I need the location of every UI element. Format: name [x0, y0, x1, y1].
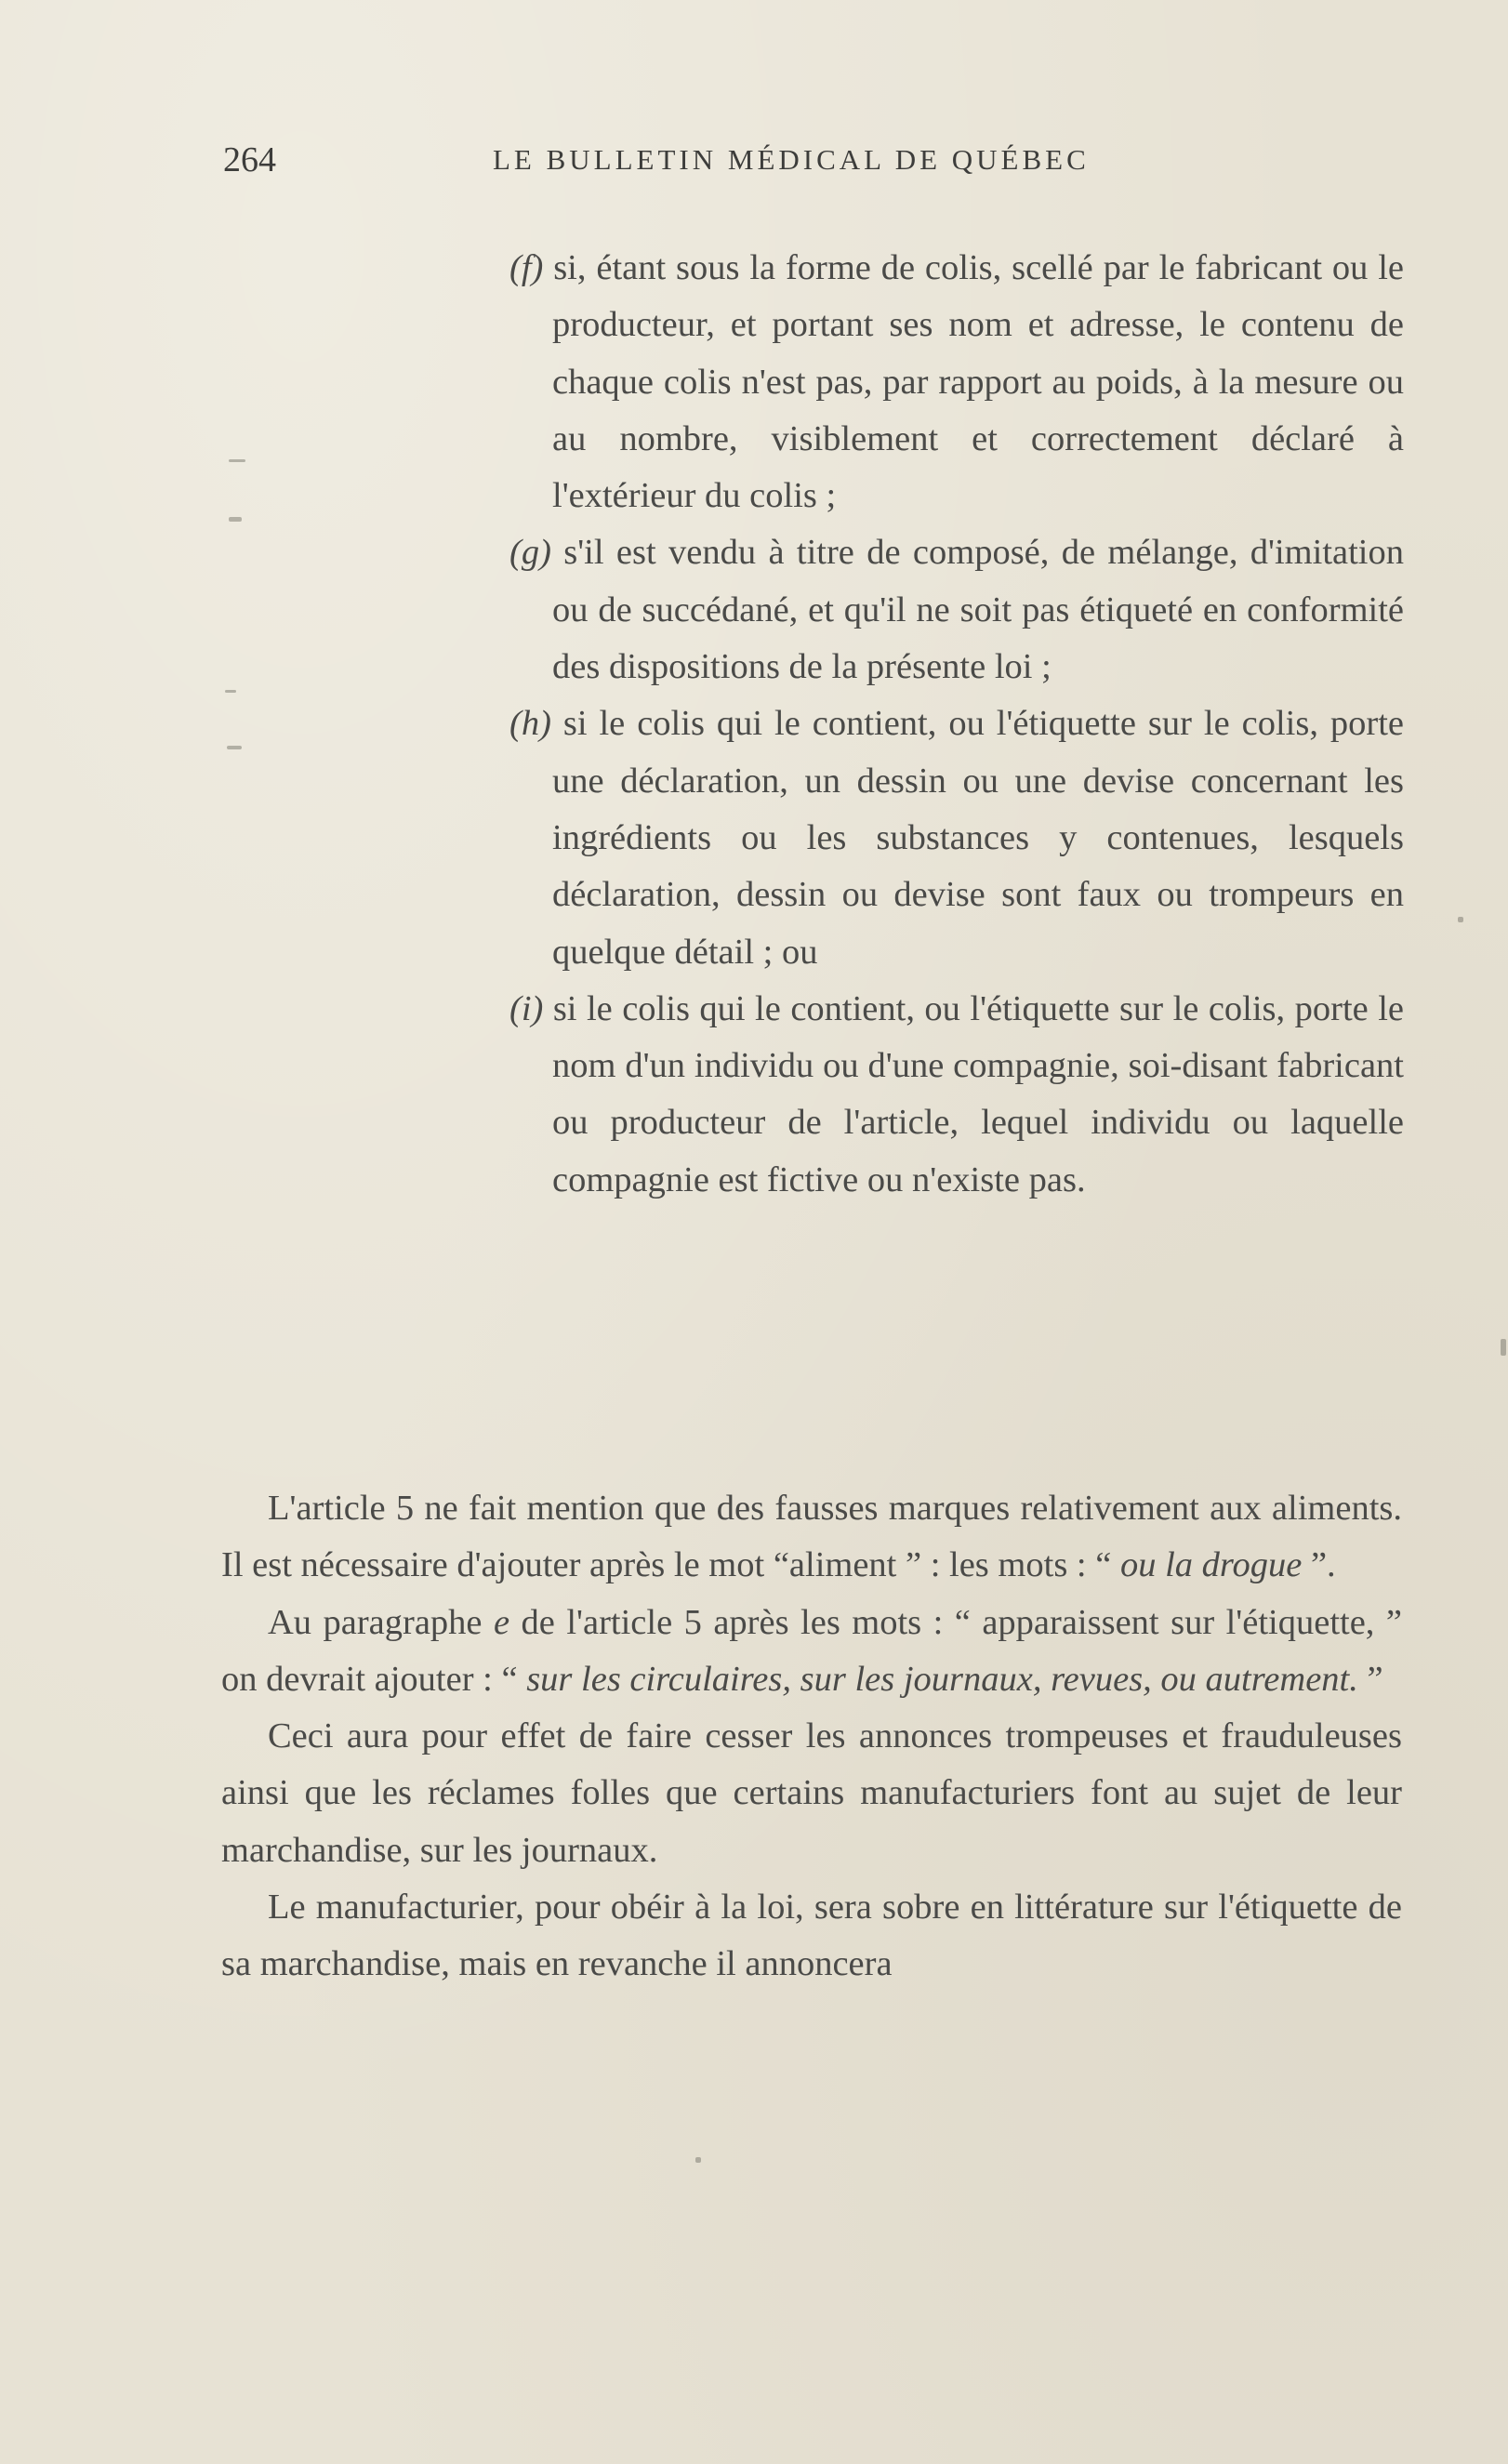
- clause-text: si le colis qui le contient, ou l'étiquette sur le colis, porte une déclaration, un dessin ou une devise concernant les ingrédients ou les substances y contenues, lesquels déclaration, dessin ou devise sont faux ou trompeurs en quelque détail ; ou: [552, 704, 1404, 972]
- paragraph-4: [221, 1879, 1402, 1994]
- clause-g: [509, 524, 1404, 695]
- clause-text: si le colis qui le contient, ou l'étiquette sur le colis, porte le nom d'un individu ou d'une compagnie, soi-disant fabricant ou producteur de l'article, lequel individu ou laquelle compagnie est fictive ou n'existe pas.: [552, 988, 1404, 1199]
- running-title: LE BULLETIN MÉDICAL DE QUÉBEC: [493, 143, 1090, 176]
- paragraph-text-continued: de l'article 5 après les mots : “ apparaissent sur l'étiquette, ” on devrait ajouter : “: [221, 1602, 1402, 1699]
- page-header: [223, 139, 1460, 195]
- clause-f: [509, 240, 1404, 524]
- clause-marker: (g): [509, 533, 551, 573]
- paragraph-3: [221, 1708, 1402, 1879]
- clause-marker: (f): [509, 248, 544, 287]
- paragraph-text: Le manufacturier, pour obéir à la loi, sera sobre en littérature sur l'étiquette de sa marchandise, mais en revanche il annoncera: [221, 1888, 1402, 1984]
- paragraph-2: [221, 1595, 1402, 1709]
- paragraph-italic: ou la drogue: [1119, 1545, 1303, 1585]
- paragraph-closing: ”: [1357, 1659, 1383, 1699]
- paragraph-1: [221, 1480, 1402, 1595]
- paragraph-italic-letter: e: [493, 1602, 510, 1642]
- clause-marker: (i): [509, 988, 544, 1028]
- page-number: 264: [223, 140, 276, 179]
- enumerated-clauses: [509, 240, 1404, 1209]
- paragraph-text: Ceci aura pour effet de faire cesser les annonces trompeuses et frauduleuses ainsi que les réclames folles que certains manufacturiers font au sujet de leur marchandise, sur les journaux.: [221, 1716, 1402, 1870]
- clause-i: [509, 981, 1404, 1209]
- paragraph-text: Au paragraphe: [268, 1602, 494, 1642]
- clause-text: si, étant sous la forme de colis, scellé par le fabricant ou le producteur, et portant ses nom et adresse, le contenu de chaque colis n'est pas, par rapport au poids, à la mesure ou au nombre, visiblement et correctement déclaré à l'extérieur du colis ;: [552, 248, 1405, 516]
- body-text: [221, 1480, 1402, 1994]
- clause-h: [509, 695, 1404, 980]
- paragraph-text: L'article 5 ne fait mention que des fausses marques relativement aux aliments. Il est nécessaire d'ajouter après le mot “aliment ” : les mots : “: [221, 1489, 1402, 1585]
- paragraph-italic: sur les circulaires, sur les journaux, revues, ou autrement.: [526, 1659, 1358, 1699]
- clause-text: s'il est vendu à titre de composé, de mélange, d'imitation ou de succédané, et qu'il ne soit pas étiqueté en conformité des dispositions de la présente loi ;: [552, 533, 1404, 687]
- paragraph-closing: ”.: [1302, 1545, 1336, 1585]
- clause-marker: (h): [509, 704, 551, 744]
